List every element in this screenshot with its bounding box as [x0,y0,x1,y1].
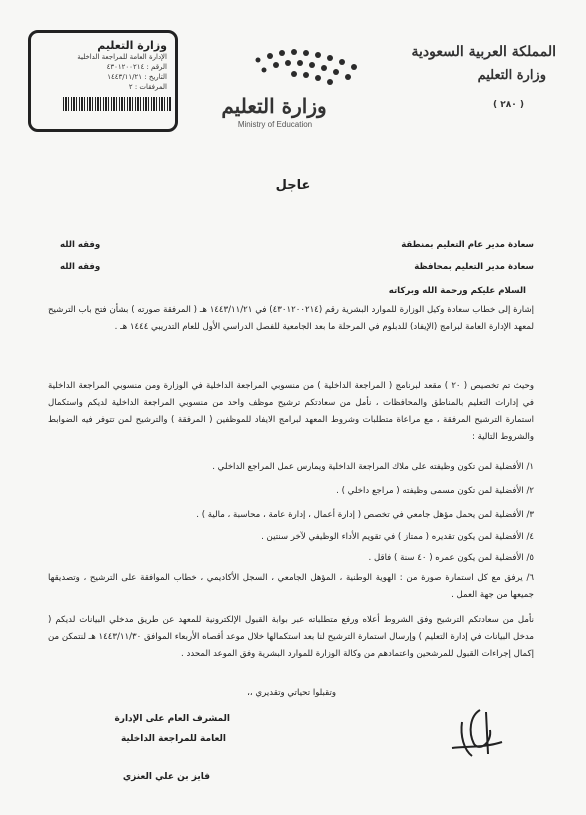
signatory-title: العامة للمراجعة الداخلية [120,734,226,744]
country-name: المملكة العربية السعودية [411,44,556,60]
condition-item: ٥/ الأفضلية لمن يكون عمره ( ٤٠ سنة ) فاقل . [368,553,534,563]
recipient-greeting: وفقه الله [60,262,101,272]
logo-dots-icon [214,48,374,88]
condition-item: ١/ الأفضلية لمن تكون وظيفته على ملاك المراجعة الداخلية ويمارس عمل المراجع الداخلي . [212,462,534,472]
recipient-line: سعادة مدير التعليم بمحافظة [414,262,534,272]
logo-arabic-text: وزارة التعليم [221,94,327,118]
stamp-title: وزارة التعليم [97,39,167,52]
request-paragraph: نأمل من سعادتكم الترشيح وفق الشروط أعلاه ورفع متطلباته عبر بوابة القبول الإلكترونية للمعهد عن طريق مدخلي البيانات لديكم ( مدخل البيانات في إدارة التعليم ) وإرسال استمارة الترشيح لنا بعد استكمالها خلال موعد أقصاه الأربعاء الموافق ١٤٤٣/١١/٣٠ هـ لنتمكن من إكمال إجراءات القبول للمرشحين واعتمادهم من وكالة الوزارة للموارد البشرية وفق الموعد المحدد . [48,615,534,659]
urgent-heading: عاجل [275,178,311,193]
signatory-name: فايز بن علي العنزي [122,772,210,782]
logo-english-text: Ministry of Education [237,120,313,129]
signatory-title: المشرف العام على الإدارة [114,714,230,724]
registry-stamp [28,30,178,132]
recipient-line: سعادة مدير عام التعليم بمنطقة [401,240,534,250]
condition-item: ٦/ يرفق مع كل استمارة صورة من : الهوية الوطنية ، المؤهل الجامعي ، السجل الأكاديمي ، خطاب الموافقة على الترشيح ، وتصديقها جميعها من جهة العمل . [48,573,534,600]
stamp-line: الرقم : ٤٣٠١٢٠٠٢١٤ [106,63,167,71]
closing-line: وتقبلوا تحياتي وتقديري ،، [247,688,336,698]
stamp-line: المرفقات : ٢ [128,83,167,91]
recipient-greeting: وفقه الله [60,240,101,250]
ministry-logo [214,48,374,128]
salutation: السلام عليكم ورحمة الله وبركاته [388,286,526,296]
barcode [63,97,171,111]
stamp-line: التاريخ : ١٤٤٣/١١/٢١ [107,73,167,81]
allocation-paragraph: وحيث تم تخصيص ( ٢٠ ) مقعد لبرنامج ( المراجعة الداخلية ) من منسوبي المراجعة الداخلية في الوزارة ومن منسوبي المراجعة الداخلية في إدارات التعليم بالمناطق والمحافظات ، نأمل من سعادتكم ترشيح موظف واحد من منسوبي المراجعة الداخلية لديكم واستكمال استمارة الترشيح المرفقة ، مع مراعاة متطلبات وشروط المعهد لبرامج الايفاد للموظفين ( المرفقة ) والترشيح لمن تتوفر فيه الضوابط والشروط التالية : [48,381,534,442]
signature-scribble [440,702,510,762]
document-code: ( ٢٨٠ ) [493,100,524,110]
condition-item: ٤/ الأفضلية لمن يكون تقديره ( ممتاز ) في تقويم الأداء الوظيفي لآخر سنتين . [261,532,534,542]
stamp-line: الإدارة العامة للمراجعة الداخلية [77,53,167,61]
intro-paragraph: إشارة إلى خطاب سعادة وكيل الوزارة للموارد البشرية رقم (٤٣٠١٢٠٠٢١٤) في ١٤٤٣/١١/٢١ هـ ( المرفقة صورته ) بشأن فتح باب الترشيح لمعهد الإدارة العامة لبرامج (الإيفاد) للدبلوم في المرحلة ما بعد الجامعية للفصل الدراسي الأول للعام التدريبي ١٤٤٤ هـ . [48,305,534,332]
condition-item: ٢/ الأفضلية لمن تكون مسمى وظيفته ( مراجع داخلي ) . [336,486,534,496]
condition-item: ٣/ الأفضلية لمن يحمل مؤهل جامعي في تخصص ( إدارة أعمال ، إدارة عامة ، محاسبة ، مالية ) . [196,510,534,520]
ministry-name: وزارة التعليم [477,68,546,83]
